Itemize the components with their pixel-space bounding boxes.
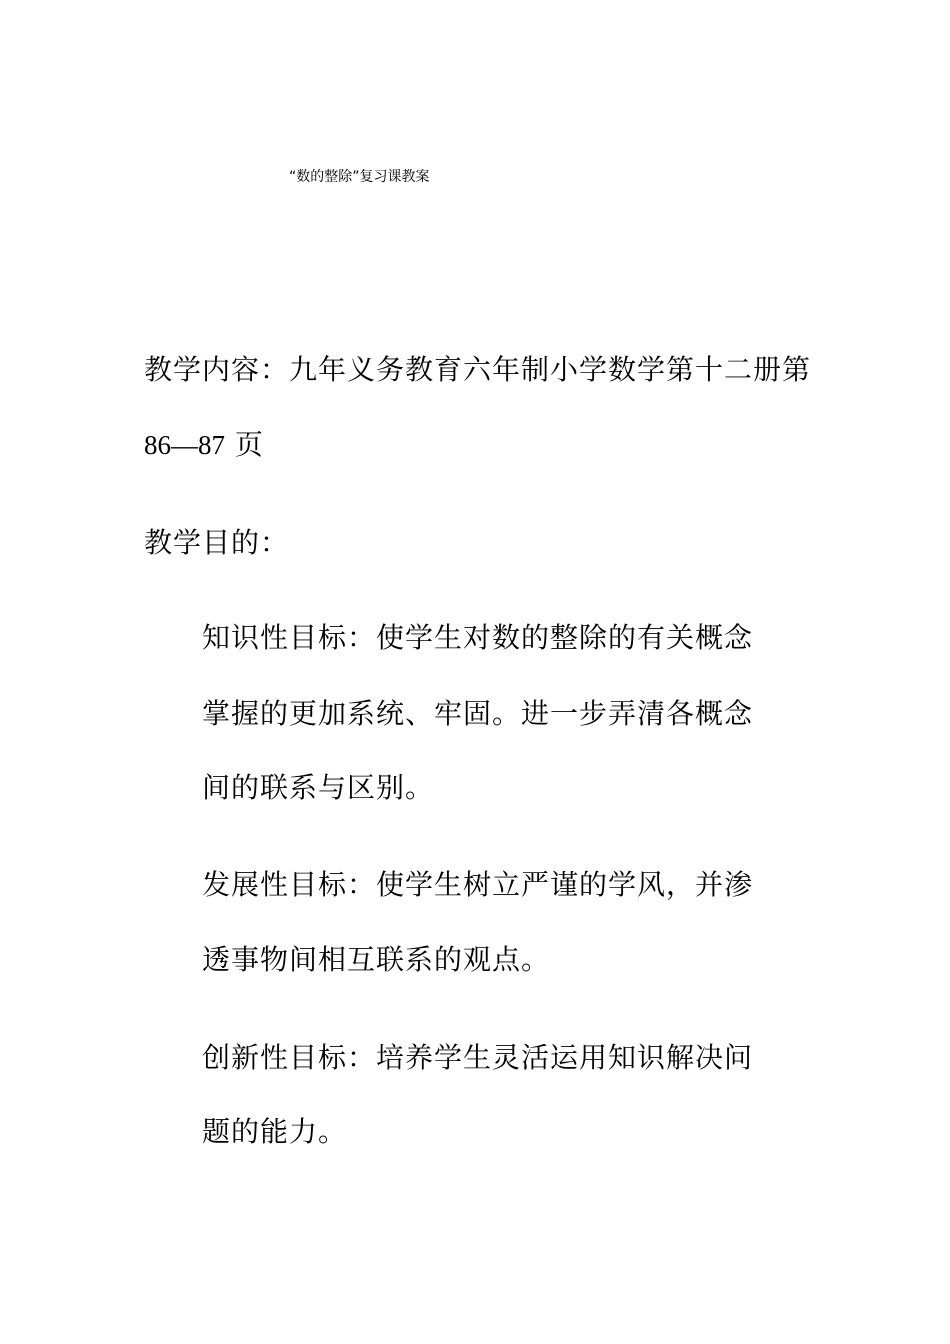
knowledge-objective-line-2: 掌握的更加系统、牢固。进一步弄清各概念 xyxy=(202,697,754,730)
document-title: “数的整除”复习课教案 xyxy=(289,169,430,185)
teaching-content-line: 教学内容：九年义务教育六年制小学数学第十二册第 xyxy=(144,353,812,386)
page-suffix: 页 xyxy=(225,428,264,461)
development-objective-line-2: 透事物间相互联系的观点。 xyxy=(202,943,551,976)
knowledge-objective-line-1: 知识性目标：使学生对数的整除的有关概念 xyxy=(202,621,754,654)
knowledge-objective-line-3: 间的联系与区别。 xyxy=(202,771,435,804)
development-objective-line-1: 发展性目标：使学生树立严谨的学风，并渗 xyxy=(202,868,754,901)
objectives-heading: 教学目的： xyxy=(144,526,290,559)
teaching-content-pages xyxy=(144,427,264,463)
innovation-objective-line-1: 创新性目标：培养学生灵活运用知识解决问 xyxy=(202,1041,754,1074)
innovation-objective-line-2: 题的能力。 xyxy=(202,1115,348,1148)
page-range: 86—87 xyxy=(144,430,225,460)
